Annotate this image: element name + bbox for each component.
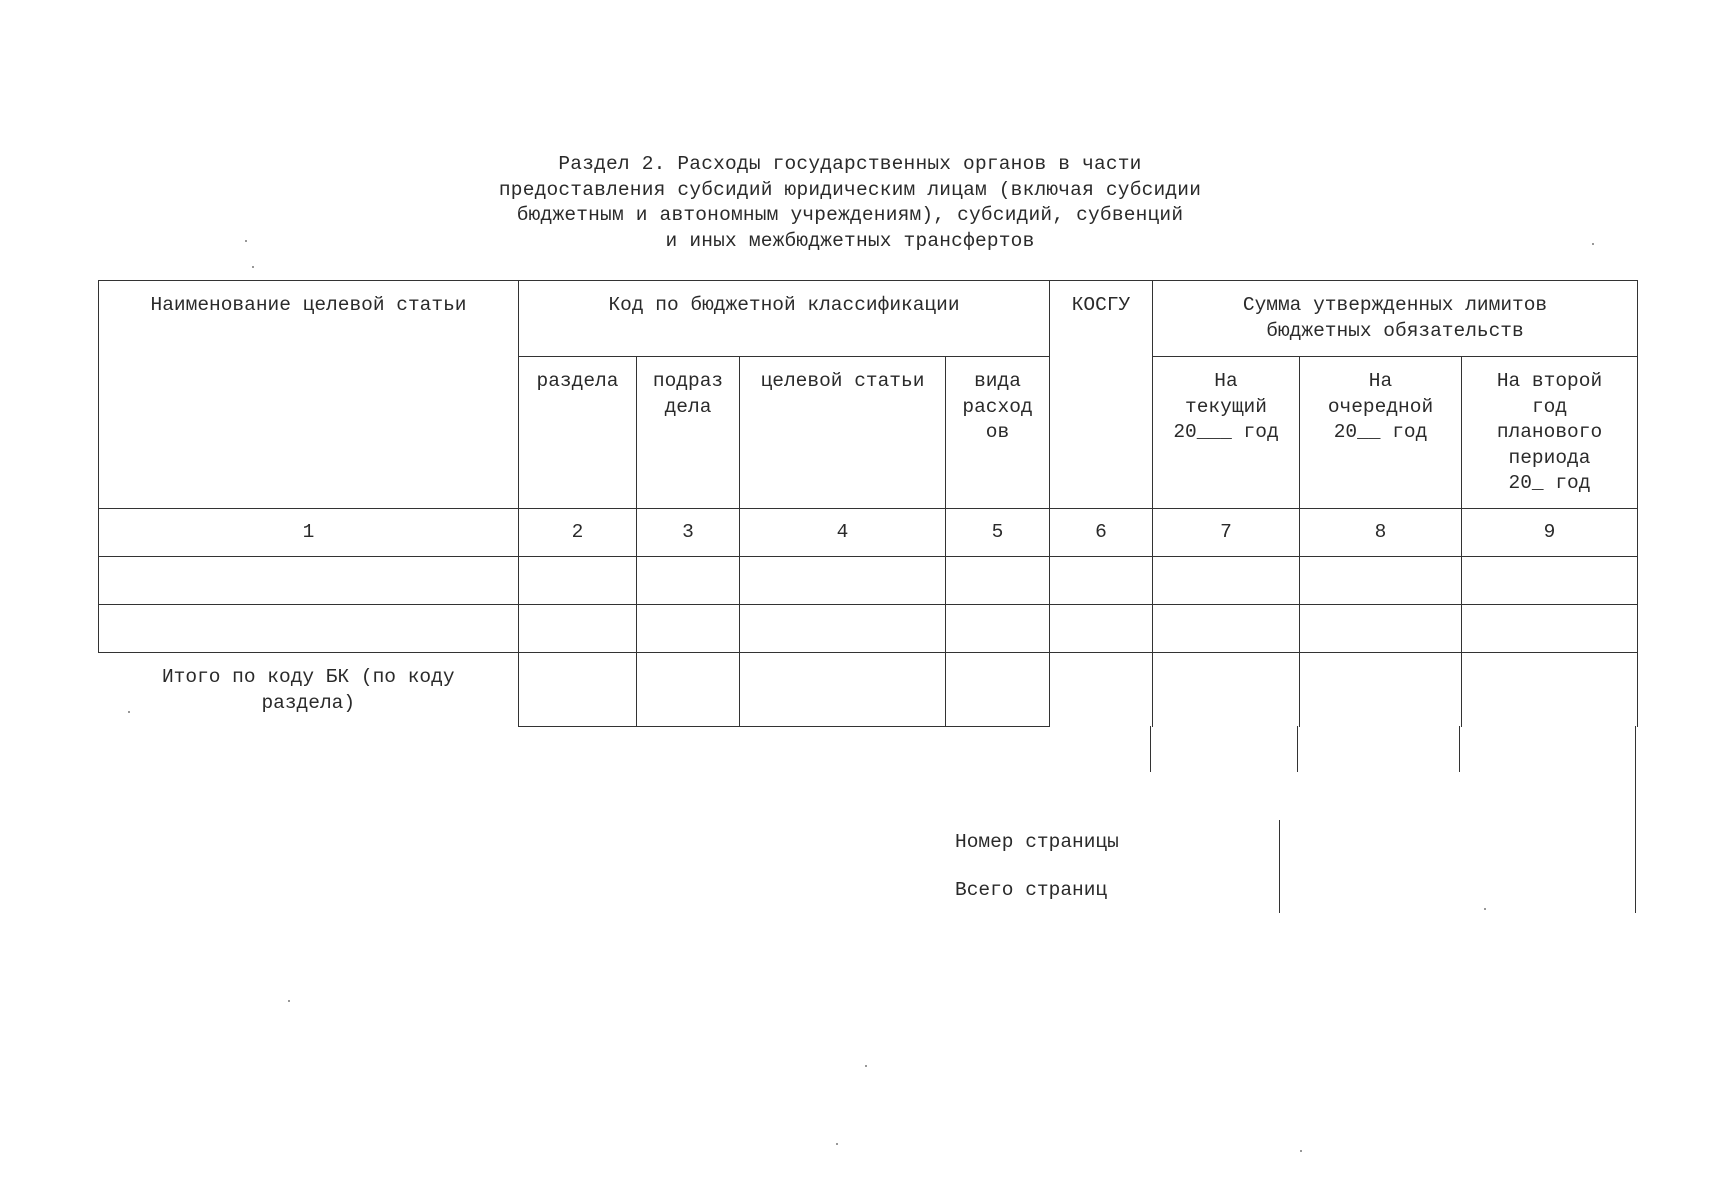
table-cell[interactable]	[99, 557, 519, 605]
table-cell[interactable]	[1300, 557, 1462, 605]
scan-speck	[252, 266, 254, 268]
total-cell[interactable]	[946, 653, 1050, 727]
right-border-line	[1635, 726, 1636, 913]
scan-speck	[1300, 1150, 1302, 1152]
header-celevoy-stati: целевой статьи	[740, 357, 946, 509]
header-podrazdela: подраз дела	[637, 357, 740, 509]
table-cell[interactable]	[1050, 605, 1153, 653]
header-next-year: На очередной 20__ год	[1300, 357, 1462, 509]
table-row	[99, 557, 1638, 605]
total-cell[interactable]	[519, 653, 637, 727]
column-number: 5	[946, 509, 1050, 557]
column-number: 6	[1050, 509, 1153, 557]
column-number: 8	[1300, 509, 1462, 557]
table-cell[interactable]	[637, 605, 740, 653]
header-current-year: На текущий 20___ год	[1153, 357, 1300, 509]
section-title: Раздел 2. Расходы государственных органов в части предоставления субсидий юридическим лицам (включая субсидии бюджетным и автономным учреждениям), субсидий, субвенций и иных межбюджетных трансфертов	[498, 153, 1202, 252]
budget-table	[98, 280, 1638, 727]
sum-column-divider	[1459, 726, 1460, 772]
page-info	[955, 830, 1119, 926]
table-cell[interactable]	[946, 557, 1050, 605]
total-cell[interactable]	[1462, 653, 1638, 727]
column-number: 7	[1153, 509, 1300, 557]
table-cell[interactable]	[740, 605, 946, 653]
pages-divider	[1279, 820, 1280, 913]
header-approved-limits-sum: Сумма утвержденных лимитов бюджетных обязательств	[1153, 281, 1638, 357]
table-cell[interactable]	[519, 557, 637, 605]
header-second-planning-year: На второй год планового периода 20_ год	[1462, 357, 1638, 509]
table-cell[interactable]	[1462, 605, 1638, 653]
scan-speck	[865, 1065, 867, 1067]
total-label: Итого по коду БК (по коду раздела)	[99, 653, 519, 727]
total-cell[interactable]	[1300, 653, 1462, 727]
header-budget-classification-code: Код по бюджетной классификации	[519, 281, 1050, 357]
scan-speck	[288, 1000, 290, 1002]
column-number: 9	[1462, 509, 1638, 557]
total-cell[interactable]	[637, 653, 740, 727]
total-row	[99, 653, 1638, 727]
table-cell[interactable]	[1462, 557, 1638, 605]
column-number: 4	[740, 509, 946, 557]
scan-speck	[836, 1143, 838, 1145]
table-cell[interactable]	[946, 605, 1050, 653]
table-cell[interactable]	[1300, 605, 1462, 653]
table-cell[interactable]	[1153, 605, 1300, 653]
table-cell[interactable]	[99, 605, 519, 653]
table-cell[interactable]	[1050, 557, 1153, 605]
column-number: 3	[637, 509, 740, 557]
table-cell[interactable]	[740, 557, 946, 605]
scan-speck	[245, 240, 247, 242]
page-number-label: Номер страницы	[955, 831, 1119, 853]
scan-speck	[1484, 908, 1486, 910]
table-row	[99, 605, 1638, 653]
sum-column-divider	[1150, 726, 1151, 772]
column-number: 2	[519, 509, 637, 557]
header-vida-rashodov: вида расход ов	[946, 357, 1050, 509]
table-cell[interactable]	[637, 557, 740, 605]
header-target-article-name: Наименование целевой статьи	[99, 281, 519, 509]
table-cell[interactable]	[1153, 557, 1300, 605]
column-number-row	[99, 509, 1638, 557]
table-cell[interactable]	[519, 605, 637, 653]
total-pages-label: Всего страниц	[955, 879, 1108, 901]
total-cell[interactable]	[1050, 653, 1153, 727]
scan-speck	[128, 711, 130, 713]
column-number: 1	[99, 509, 519, 557]
header-razdela: раздела	[519, 357, 637, 509]
total-cell[interactable]	[1153, 653, 1300, 727]
sum-column-divider	[1297, 726, 1298, 772]
scan-speck	[1592, 243, 1594, 245]
header-kosgu: КОСГУ	[1050, 281, 1153, 509]
total-cell[interactable]	[740, 653, 946, 727]
